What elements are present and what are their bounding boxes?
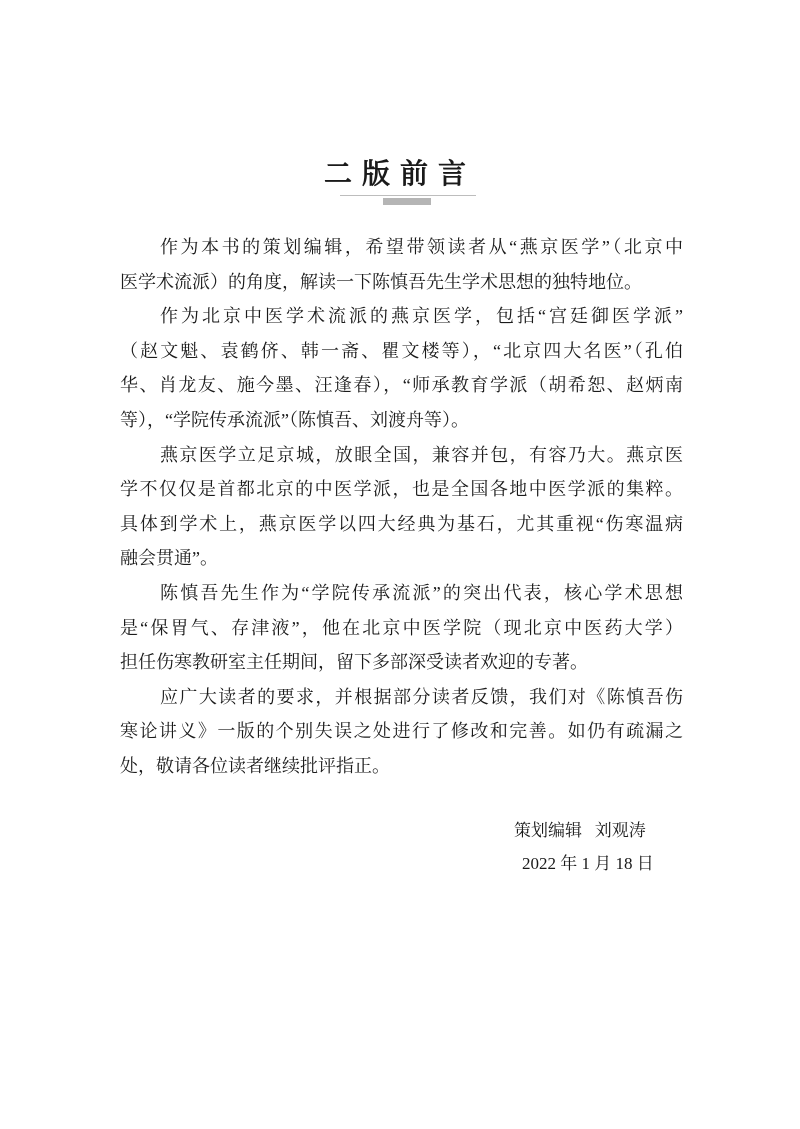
paragraph bbox=[120, 299, 683, 437]
text-line: 担任伤寒教研室主任期间，留下多部深受读者欢迎的专著。 bbox=[120, 652, 588, 673]
title-accent-bar bbox=[383, 198, 431, 205]
text-line: 燕京医学立足京城，放眼全国，兼容并包，有容乃大。燕京医 bbox=[160, 444, 683, 465]
text-line: 作为本书的策划编辑，希望带领读者从“燕京医学”（北京中 bbox=[160, 237, 683, 257]
signature-role: 策划编辑 bbox=[514, 821, 582, 840]
text-line: 作为北京中医学术流派的燕京医学，包括“宫廷御医学派” bbox=[160, 306, 683, 327]
paragraph bbox=[120, 230, 683, 299]
text-line: （赵文魁、袁鹤侪、韩一斋、瞿文楼等），“北京四大名医”（孔伯 bbox=[120, 340, 683, 361]
preface-body bbox=[120, 230, 683, 784]
signature-date: 2022 年 1 月 18 日 bbox=[522, 854, 654, 873]
text-line: 应广大读者的要求，并根据部分读者反馈，我们对《陈慎吾伤 bbox=[160, 686, 683, 707]
signature bbox=[514, 818, 646, 844]
signature-name: 刘观涛 bbox=[594, 821, 646, 840]
text-line: 融会贯通”。 bbox=[120, 548, 218, 569]
text-line: 处，敬请各位读者继续批评指正。 bbox=[120, 755, 390, 776]
text-line: 华、肖龙友、施今墨、汪逢春），“师承教育学派（胡希恕、赵炳南 bbox=[120, 375, 683, 396]
paragraph bbox=[120, 576, 683, 680]
text-line: 医学术流派）的角度，解读一下陈慎吾先生学术思想的独特地位。 bbox=[120, 271, 642, 292]
page-title: 二版前言 bbox=[323, 159, 476, 190]
paragraph bbox=[120, 680, 683, 784]
text-line: 是“保胃气、存津液”，他在北京中医学院（现北京中医药大学） bbox=[120, 617, 683, 638]
text-line: 具体到学术上，燕京医学以四大经典为基石，尤其重视“伤寒温病 bbox=[120, 513, 683, 534]
text-line: 寒论讲义》一版的个别失误之处进行了修改和完善。如仍有疏漏之 bbox=[120, 721, 683, 742]
paragraph bbox=[120, 438, 683, 576]
title-divider bbox=[340, 195, 476, 196]
text-line: 陈慎吾先生作为“学院传承流派”的突出代表，核心学术思想 bbox=[160, 582, 683, 603]
text-line: 学不仅仅是首都北京的中医学派，也是全国各地中医学派的集粹。 bbox=[120, 479, 683, 500]
text-line: 等），“学院传承流派”（陈慎吾、刘渡舟等）。 bbox=[120, 409, 469, 430]
